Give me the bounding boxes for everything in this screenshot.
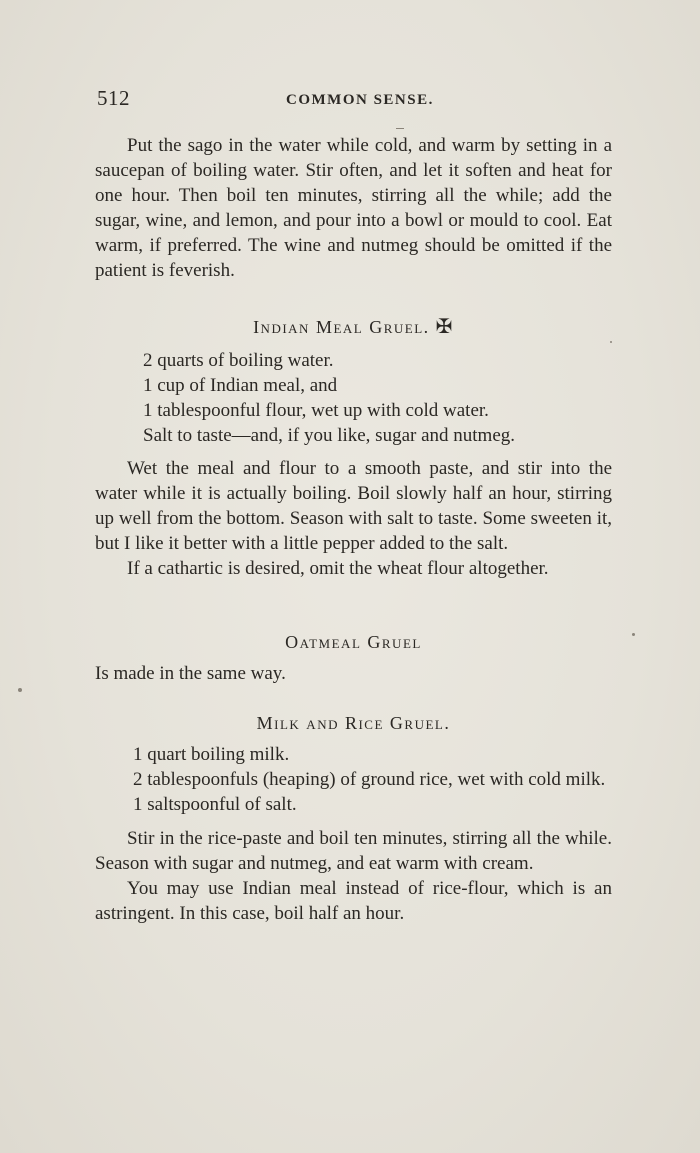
running-title: COMMON SENSE. [286, 92, 434, 108]
milk-rice-note-paragraph: You may use Indian meal instead of rice-flour, which is an astringent. In this case, boil half an hour. [95, 878, 612, 924]
ingredient-item: 1 tablespoonful flour, wet up with cold water. [143, 400, 489, 421]
ingredient-item: 1 quart boiling milk. [133, 744, 290, 765]
oatmeal-gruel-text: Is made in the same way. [95, 663, 286, 684]
milk-rice-gruel-title: Milk and Rice Gruel. [256, 713, 451, 733]
indian-meal-method-paragraph: Wet the meal and flour to a smooth paste, and stir into the water while it is actually boiling. Boil slowly half an hour, stirring up well from the bottom. Season with salt to taste. Some sweeten it, but I like it better with a little pepper added to the salt. [95, 458, 612, 554]
running-head [0, 86, 700, 116]
ingredient-item: 1 cup of Indian meal, and [143, 375, 338, 396]
milk-rice-gruel-section [95, 713, 612, 926]
paper-speck [18, 688, 22, 692]
page-number: 512 [97, 86, 130, 110]
ingredient-item: 2 quarts of boiling water. [143, 350, 334, 371]
milk-rice-ingredient-list [95, 742, 612, 817]
indian-meal-gruel-title: Indian Meal Gruel. ✠ [253, 316, 454, 338]
ingredient-item: Salt to taste—and, if you like, sugar and nutmeg. [143, 425, 516, 446]
paper-speck [632, 633, 635, 636]
paper-speck [610, 341, 612, 343]
indian-meal-ingredient-list [95, 348, 612, 448]
oatmeal-gruel-title: Oatmeal Gruel [285, 632, 422, 652]
oatmeal-gruel-section [95, 632, 612, 686]
milk-rice-method-paragraph: Stir in the rice-paste and boil ten minutes, stirring all the while. Season with sugar and nutmeg, and eat warm with cream. [95, 828, 612, 874]
ingredient-item: 1 saltspoonful of salt. [133, 794, 297, 815]
ingredient-item: 2 tablespoonfuls (heaping) of ground rice, wet with cold milk. [133, 769, 606, 790]
sago-paragraph: Put the sago in the water while cold, and warm by setting in a saucepan of boiling water. Stir often, and let it soften and heat for one hour. Then boil ten minutes, stirring all the while; add the sugar, wine, and lemon, and pour into a bowl or mould to cool. Eat warm, if preferred. The wine and nutmeg should be omitted if the patient is feverish. [95, 135, 612, 281]
cross-mark-icon: ✠ [435, 316, 454, 338]
sago-section [95, 133, 612, 283]
indian-meal-note-paragraph: If a cathartic is desired, omit the wheat flour altogether. [127, 558, 549, 579]
indian-meal-gruel-section [95, 314, 612, 581]
paper-speck [396, 128, 404, 129]
